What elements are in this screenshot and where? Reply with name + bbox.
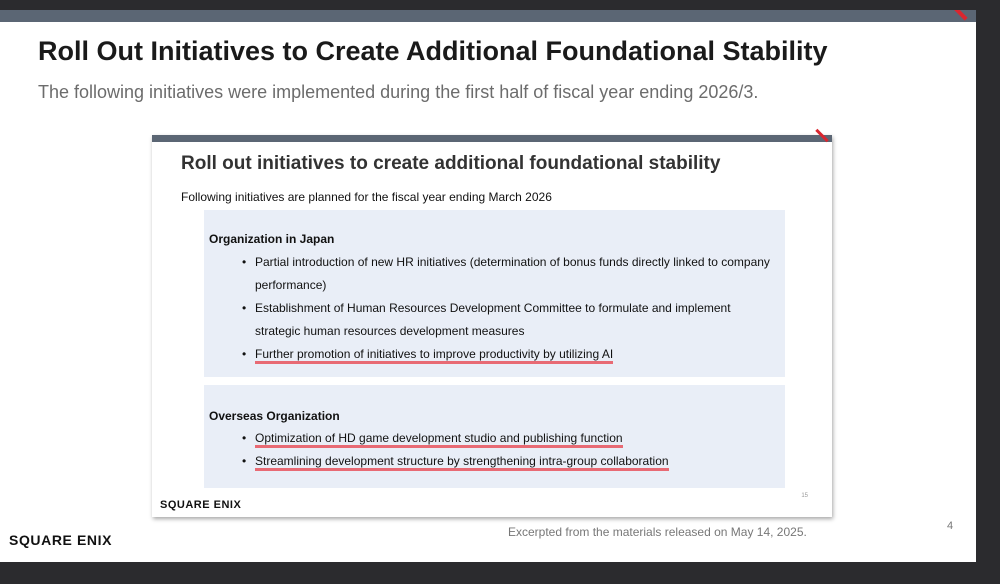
embedded-slide-image <box>152 135 832 517</box>
japan-bullet-1-text: Partial introduction of new HR initiatives (determination of bonus funds directly linked to company performance) <box>255 255 770 292</box>
bullet-dot-icon: • <box>242 454 247 468</box>
square-enix-logo: SQUARE ENIX <box>9 532 113 548</box>
japan-bullet-3 <box>242 343 775 366</box>
slide <box>0 10 976 562</box>
excerpt-caption: Excerpted from the materials released on May 14, 2025. <box>508 525 807 539</box>
japan-bullet-3-text: Further promotion of initiatives to improve productivity by utilizing AI <box>255 347 613 364</box>
slide-header-line <box>0 10 976 22</box>
embedded-subtitle: Following initiatives are planned for the fiscal year ending March 2026 <box>181 190 552 204</box>
window-bottom-bar <box>0 562 1000 584</box>
overseas-bullet-2-text: Streamlining development structure by strengthening intra-group collaboration <box>255 454 669 471</box>
embedded-page-number: 15 <box>801 493 808 499</box>
slide-title: Roll Out Initiatives to Create Additional Foundational Stability <box>38 36 828 66</box>
japan-bullet-1 <box>242 251 775 297</box>
window-side-strip <box>976 10 1000 562</box>
embedded-title: Roll out initiatives to create additional foundational stability <box>181 153 721 174</box>
embedded-header-line <box>152 135 832 142</box>
bullet-dot-icon: • <box>242 347 247 361</box>
japan-bullet-2-text: Establishment of Human Resources Development Committee to formulate and implement strategic human resources development measures <box>255 301 731 338</box>
overseas-heading: Overseas Organization <box>209 409 340 423</box>
window-top-bar <box>0 0 1000 10</box>
japan-panel <box>204 210 785 377</box>
japan-heading: Organization in Japan <box>209 232 335 246</box>
slide-page-number: 4 <box>947 520 954 532</box>
bullet-dot-icon: • <box>242 431 247 445</box>
overseas-panel <box>204 385 785 488</box>
overseas-bullet-1-text: Optimization of HD game development studio and publishing function <box>255 431 623 448</box>
bullet-dot-icon: • <box>242 301 247 315</box>
bullet-dot-icon: • <box>242 255 247 269</box>
embedded-square-enix-logo: SQUARE ENIX <box>160 499 242 511</box>
japan-bullet-2 <box>242 297 775 343</box>
overseas-bullet-2 <box>242 450 775 473</box>
overseas-bullet-1 <box>242 427 775 450</box>
slide-subtitle: The following initiatives were implemented during the first half of fiscal year ending 2026/3. <box>38 82 759 102</box>
